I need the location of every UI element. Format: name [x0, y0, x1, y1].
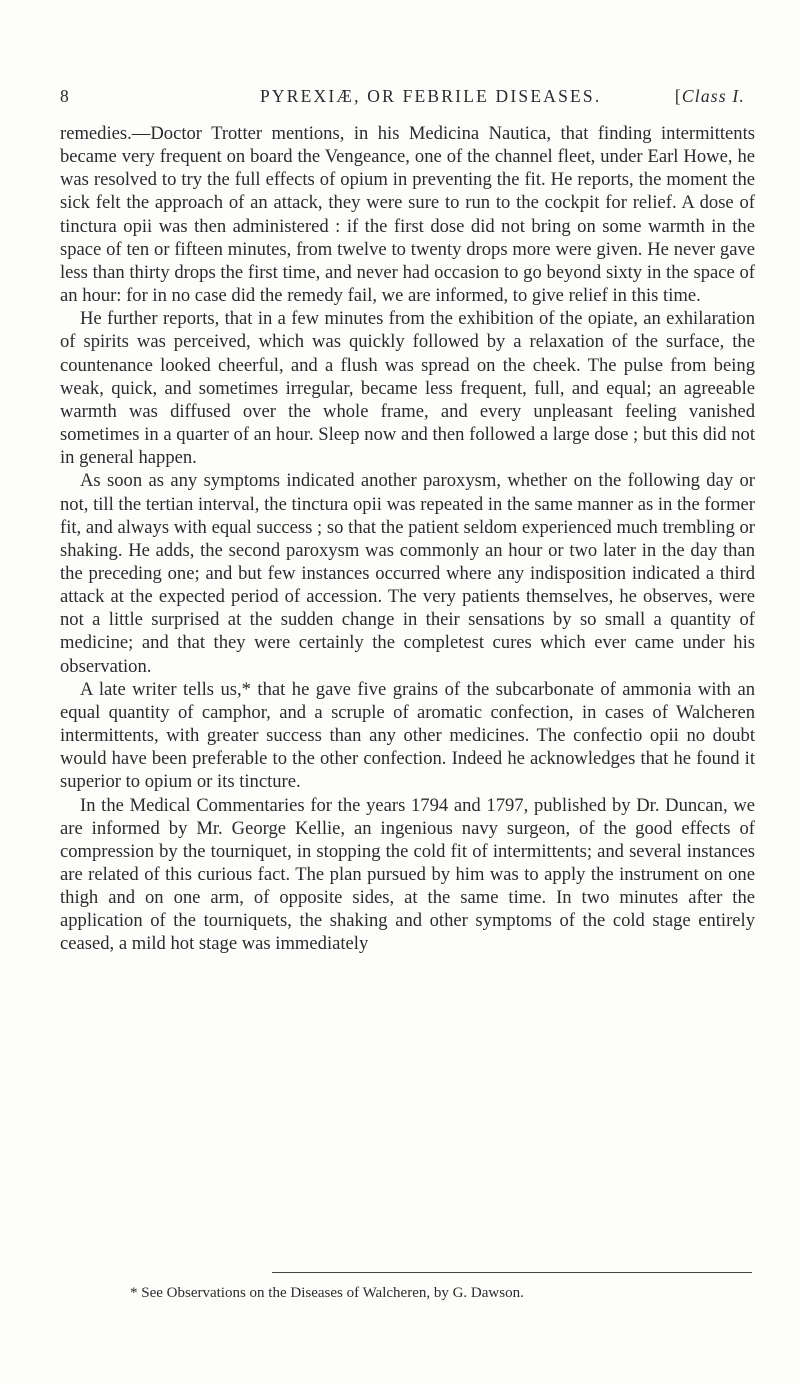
body-text	[60, 122, 755, 956]
class-bracket: [	[674, 86, 682, 106]
footnote-divider	[272, 1272, 752, 1273]
paragraph-2: He further reports, that in a few minutes from the exhibition of the opiate, an exhilaration of spirits was perceived, which was quickly followed by a relaxation of the surface, the countenance looked cheerful, and a flush was spread on the cheek. The pulse from being weak, quick, and sometimes irregular, became less frequent, full, and equal; an agreeable warmth was diffused over the whole frame, and every unpleasant feeling vanished sometimes in a quarter of an hour. Sleep now and then followed a large dose ; but this did not in general happen.	[60, 308, 755, 469]
paragraph-3: As soon as any symptoms indicated another paroxysm, whether on the following day or not, till the tertian interval, the tinctura opii was repeated in the same manner as in the former fit, and always with equal success ; so that the patient seldom experienced much trembling or shaking. He adds, the second paroxysm was commonly an hour or two later in the day than the preceding one; and but few instances occurred where any indisposition indicated a third attack at the expected period of accession. The very patients themselves, he observes, were not a little surprised at the sudden change in their sensations by so small a quantity of medicine; and that they were certainly the completest cures which ever came under his observation.	[60, 470, 755, 677]
page-number: 8	[60, 86, 70, 106]
running-head	[60, 86, 745, 112]
running-title: PYREXIÆ, OR FEBRILE DISEASES.	[260, 86, 602, 106]
paragraph-1: remedies.—Doctor Trotter mentions, in his Medicina Nautica, that finding intermittents became very frequent on board the Vengeance, one of the channel fleet, under Earl Howe, he was resolved to try the full effects of opium in preventing the fit. He reports, the moment the sick felt the approach of an attack, they were sure to run to the cockpit for relief. A dose of tinctura opii was then administered : if the first dose did not bring on some warmth in the space of ten or fifteen minutes, from twelve to twenty drops more were given. He never gave less than thirty drops the first time, and never had occasion to go beyond sixty in the space of an hour: for in no case did the remedy fail, we are informed, to give relief in this time.	[60, 123, 755, 307]
class-label-text: Class I.	[681, 86, 745, 106]
paragraph-5: In the Medical Commentaries for the years 1794 and 1797, published by Dr. Duncan, we are informed by Mr. George Kellie, an ingenious navy surgeon, of the good effects of compression by the tourniquet, in stopping the cold fit of intermittents; and several instances are related of this curious fact. The plan pursued by him was to apply the instrument on one thigh and on one arm, of opposite sides, at the same time. In two minutes after the application of the tourniquets, the shaking and other symptoms of the cold stage entirely ceased, a mild hot stage was immediately	[60, 794, 755, 955]
footnote: * See Observations on the Diseases of Walcheren, by G. Dawson.	[130, 1285, 524, 1301]
paragraph-4: A late writer tells us,* that he gave five grains of the subcarbonate of ammonia with an equal quantity of camphor, and a scruple of aromatic confection, in cases of Walcheren intermittents, with greater success than any other medicines. The confectio opii no doubt would have been preferable to the other confection. Indeed he acknowledges that he found it superior to opium or its tincture.	[60, 678, 755, 793]
class-label	[675, 86, 745, 107]
